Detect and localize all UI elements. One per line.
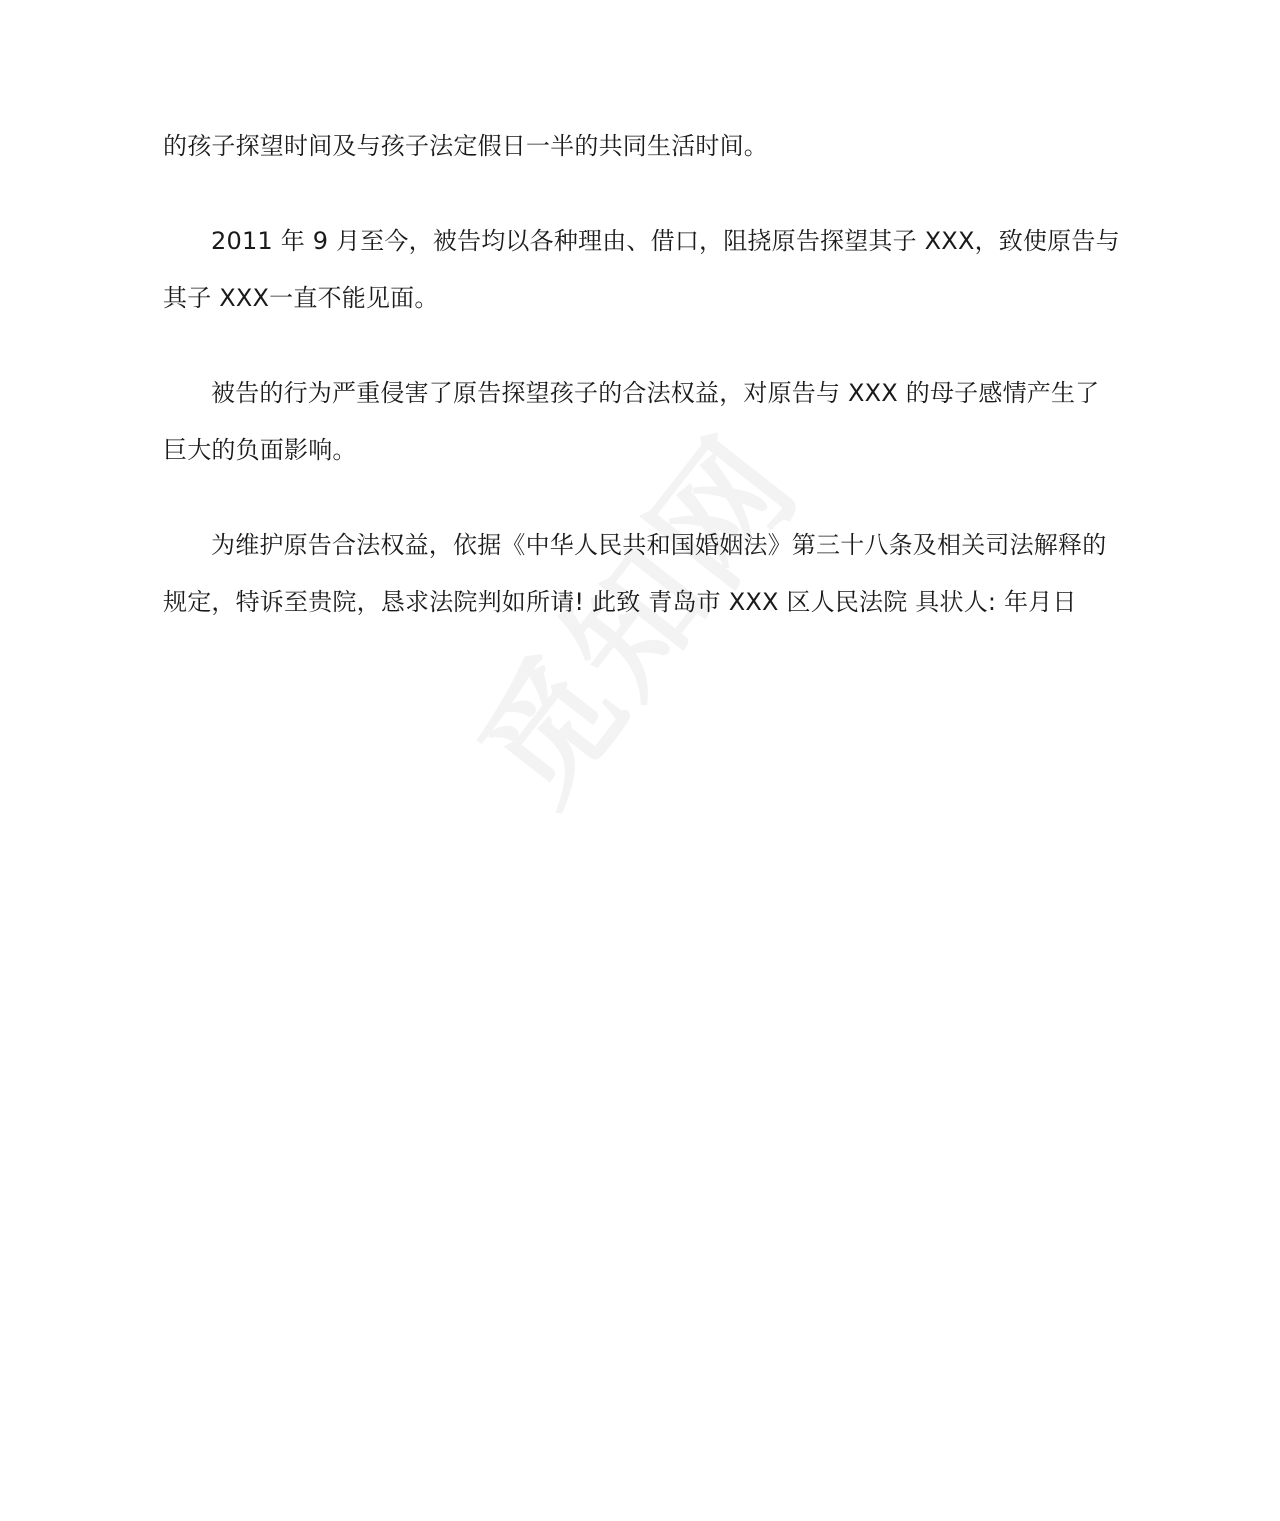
paragraph-obstruction: 2011 年 9 月至今，被告均以各种理由、借口，阻挠原告探望其子 XXX，致使原告与其子 XXX一直不能见面。 [163,227,1120,312]
document-body [163,118,1121,669]
paragraph-continuation: 的孩子探望时间及与孩子法定假日一半的共同生活时间。 [163,132,768,160]
paragraph-request: 为维护原告合法权益，依据《中华人民共和国婚姻法》第三十八条及相关司法解释的规定，特诉至贵院，恳求法院判如所请! 此致 青岛市 XXX 区人民法院 具状人: 年月日 [163,531,1107,616]
paragraph-harm: 被告的行为严重侵害了原告探望孩子的合法权益，对原告与 XXX 的母子感情产生了巨大的负面影响。 [163,379,1100,464]
